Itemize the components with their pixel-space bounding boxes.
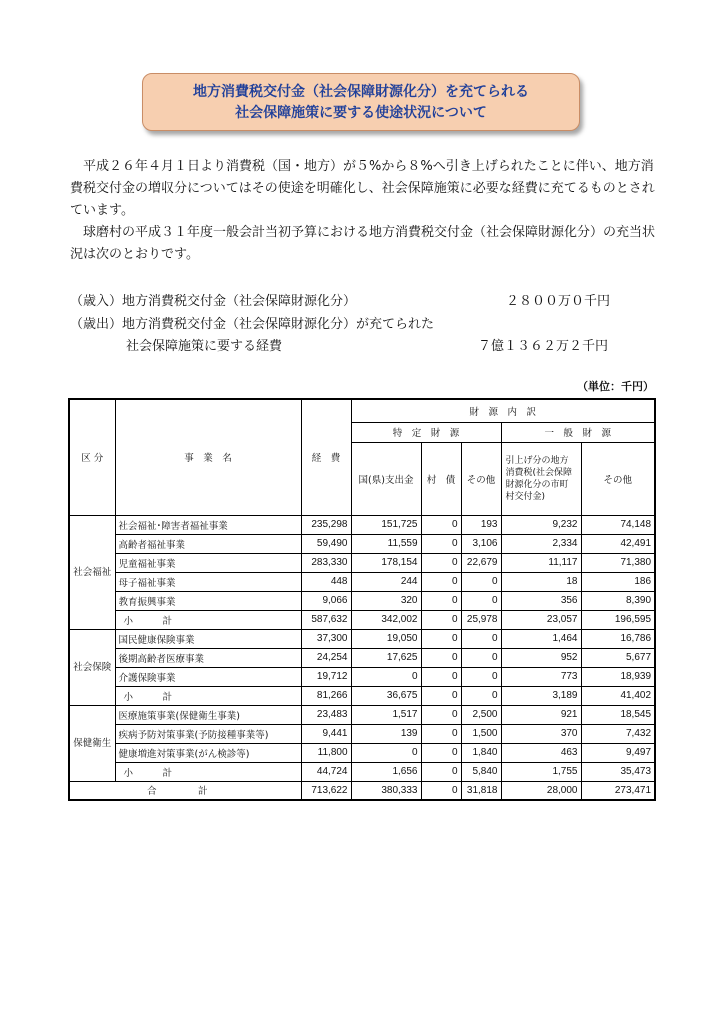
national-value: 244 (351, 572, 421, 591)
other-specific-value: 193 (461, 515, 501, 534)
project-name: 健康増進対策事業(がん検診等) (115, 743, 301, 762)
table-row (69, 534, 655, 553)
expense-label-1: （歳出）地方消費税交付金（社会保障財源化分）が充てられた (70, 317, 435, 332)
other-general-value: 16,786 (581, 629, 655, 648)
project-name: 教育振興事業 (115, 591, 301, 610)
unit-note: （単位：千円） (577, 380, 654, 393)
bond-value: 0 (421, 667, 461, 686)
bond-value: 0 (421, 762, 461, 781)
table-row (69, 553, 655, 572)
table-row (69, 515, 655, 534)
other-general-value: 18,545 (581, 705, 655, 724)
expense-value: 587,632 (301, 610, 351, 629)
bond-value: 0 (421, 610, 461, 629)
expense-value: 713,622 (301, 781, 351, 800)
header-category: 区 分 (69, 399, 115, 515)
other-specific-value: 31,818 (461, 781, 501, 800)
intro-paragraph-2: 球磨村の平成３１年度一般会計当初予算における地方消費税交付金（社会保障財源化分）の充当状況は次のとおりです。 (70, 225, 656, 262)
bond-value: 0 (421, 534, 461, 553)
other-specific-value: 2,500 (461, 705, 501, 724)
national-value: 178,154 (351, 553, 421, 572)
intro-paragraph-1: 平成２６年４月１日より消費税（国・地方）が５%から８%へ引き上げられたことに伴い、地方消費税交付金の増収分についてはその使途を明確化し、社会保障施策に必要な経費に充てるものとされています。 (70, 159, 655, 218)
bond-value: 0 (421, 572, 461, 591)
header-national: 国(県)支出金 (351, 442, 421, 515)
national-value: 17,625 (351, 648, 421, 667)
other-general-value: 74,148 (581, 515, 655, 534)
subtotal-row (69, 610, 655, 629)
consumption-value: 463 (501, 743, 581, 762)
subtotal-row (69, 686, 655, 705)
expense-value: 283,330 (301, 553, 351, 572)
other-specific-value: 22,679 (461, 553, 501, 572)
category-cell: 社会福祉 (69, 515, 115, 629)
other-specific-value: 5,840 (461, 762, 501, 781)
national-value: 1,517 (351, 705, 421, 724)
header-specific: 特 定 財 源 (351, 422, 501, 442)
header-general: 一 般 財 源 (501, 422, 655, 442)
consumption-value: 18 (501, 572, 581, 591)
header-other-general: その他 (581, 442, 655, 515)
other-specific-value: 1,840 (461, 743, 501, 762)
expense-value: 81,266 (301, 686, 351, 705)
consumption-value: 921 (501, 705, 581, 724)
consumption-value: 773 (501, 667, 581, 686)
consumption-value: 23,057 (501, 610, 581, 629)
project-name: 高齢者福祉事業 (115, 534, 301, 553)
other-general-value: 273,471 (581, 781, 655, 800)
bond-value: 0 (421, 515, 461, 534)
bond-value: 0 (421, 648, 461, 667)
national-value: 320 (351, 591, 421, 610)
national-value: 139 (351, 724, 421, 743)
total-label: 合 計 (69, 781, 301, 800)
other-specific-value: 0 (461, 629, 501, 648)
national-value: 11,559 (351, 534, 421, 553)
subtotal-label: 小 計 (115, 762, 301, 781)
project-name: 疾病予防対策事業(予防接種事業等) (115, 724, 301, 743)
bond-value: 0 (421, 724, 461, 743)
other-specific-value: 0 (461, 667, 501, 686)
table-row (69, 591, 655, 610)
expense-value: 24,254 (301, 648, 351, 667)
bond-value: 0 (421, 686, 461, 705)
subtotal-row (69, 762, 655, 781)
expense-value: 11,800 (301, 743, 351, 762)
other-general-value: 71,380 (581, 553, 655, 572)
national-value: 0 (351, 667, 421, 686)
expense-value: 19,712 (301, 667, 351, 686)
project-name: 介護保険事業 (115, 667, 301, 686)
header-project: 事 業 名 (115, 399, 301, 515)
revenue-value: ２８００万０千円 (506, 294, 611, 309)
project-name: 国民健康保険事業 (115, 629, 301, 648)
table-row (69, 724, 655, 743)
expense-value: 37,300 (301, 629, 351, 648)
title-line-1: 地方消費税交付金（社会保障財源化分）を充てられる (193, 84, 529, 100)
table-row (69, 667, 655, 686)
other-general-value: 18,939 (581, 667, 655, 686)
other-specific-value: 25,978 (461, 610, 501, 629)
expense-value: 9,066 (301, 591, 351, 610)
national-value: 1,656 (351, 762, 421, 781)
header-other-specific: その他 (461, 442, 501, 515)
other-general-value: 186 (581, 572, 655, 591)
other-general-value: 8,390 (581, 591, 655, 610)
national-value: 151,725 (351, 515, 421, 534)
bond-value: 0 (421, 629, 461, 648)
expense-value: 448 (301, 572, 351, 591)
bond-value: 0 (421, 553, 461, 572)
expense-value: ７億１３６２万２千円 (478, 339, 609, 354)
header-breakdown: 財 源 内 訳 (351, 399, 655, 422)
bond-value: 0 (421, 781, 461, 800)
table-row (69, 629, 655, 648)
bond-value: 0 (421, 743, 461, 762)
expense-label-2: 社会保障施策に要する経費 (126, 339, 283, 354)
revenue-label: （歳入）地方消費税交付金（社会保障財源化分） (70, 294, 357, 309)
consumption-value: 11,117 (501, 553, 581, 572)
other-specific-value: 0 (461, 572, 501, 591)
other-general-value: 35,473 (581, 762, 655, 781)
usage-table (68, 398, 656, 801)
other-general-value: 9,497 (581, 743, 655, 762)
expense-value: 9,441 (301, 724, 351, 743)
category-cell: 社会保険 (69, 629, 115, 705)
expense-value: 44,724 (301, 762, 351, 781)
national-value: 36,675 (351, 686, 421, 705)
header-expense: 経 費 (301, 399, 351, 515)
title-line-2: 社会保障施策に要する使途状況について (235, 105, 487, 121)
other-specific-value: 0 (461, 591, 501, 610)
subtotal-label: 小 計 (115, 686, 301, 705)
project-name: 母子福祉事業 (115, 572, 301, 591)
national-value: 380,333 (351, 781, 421, 800)
consumption-value: 9,232 (501, 515, 581, 534)
other-general-value: 7,432 (581, 724, 655, 743)
other-general-value: 196,595 (581, 610, 655, 629)
consumption-value: 28,000 (501, 781, 581, 800)
other-specific-value: 0 (461, 648, 501, 667)
other-general-value: 41,402 (581, 686, 655, 705)
expense-value: 235,298 (301, 515, 351, 534)
table-row (69, 572, 655, 591)
consumption-value: 1,464 (501, 629, 581, 648)
bond-value: 0 (421, 705, 461, 724)
project-name: 児童福祉事業 (115, 553, 301, 572)
subtotal-label: 小 計 (115, 610, 301, 629)
header-bond: 村 債 (421, 442, 461, 515)
bond-value: 0 (421, 591, 461, 610)
other-general-value: 42,491 (581, 534, 655, 553)
project-name: 後期高齢者医療事業 (115, 648, 301, 667)
consumption-value: 370 (501, 724, 581, 743)
expense-value: 23,483 (301, 705, 351, 724)
table-row (69, 705, 655, 724)
consumption-value: 2,334 (501, 534, 581, 553)
table-row (69, 743, 655, 762)
national-value: 342,002 (351, 610, 421, 629)
total-row (69, 781, 655, 800)
other-specific-value: 0 (461, 686, 501, 705)
category-cell: 保健衛生 (69, 705, 115, 781)
table-row (69, 648, 655, 667)
consumption-value: 1,755 (501, 762, 581, 781)
consumption-value: 356 (501, 591, 581, 610)
expense-value: 59,490 (301, 534, 351, 553)
national-value: 0 (351, 743, 421, 762)
title-banner (142, 73, 580, 131)
consumption-value: 3,189 (501, 686, 581, 705)
project-name: 社会福祉･障害者福祉事業 (115, 515, 301, 534)
header-consumption-tax: 引上げ分の地方消費税(社会保障財源化分の市町村交付金) (501, 442, 581, 515)
other-specific-value: 3,106 (461, 534, 501, 553)
project-name: 医療施策事業(保健衛生事業) (115, 705, 301, 724)
other-general-value: 5,677 (581, 648, 655, 667)
consumption-value: 952 (501, 648, 581, 667)
national-value: 19,050 (351, 629, 421, 648)
other-specific-value: 1,500 (461, 724, 501, 743)
